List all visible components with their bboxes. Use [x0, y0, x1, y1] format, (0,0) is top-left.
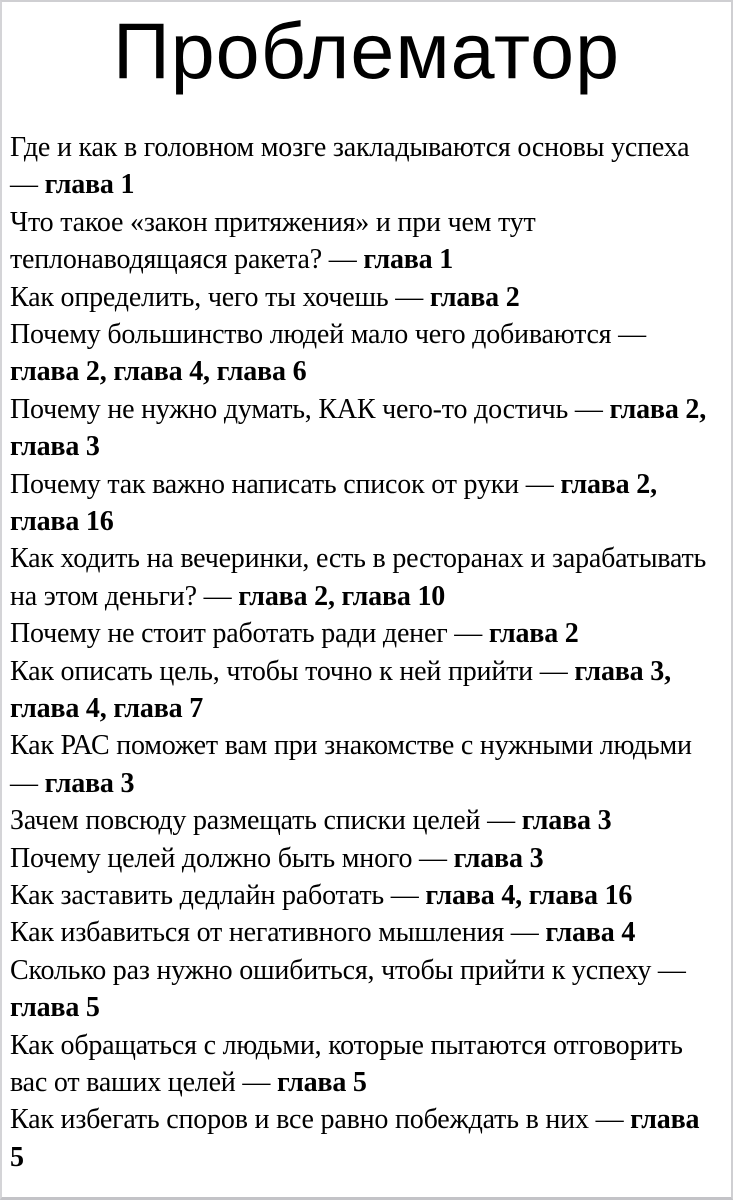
toc-item-question: Как ходить на вечеринки, есть в ресторанах и зарабатывать на этом деньги? — — [10, 543, 707, 612]
toc-item-question: Как определить, чего ты хочешь — — [10, 281, 430, 313]
toc-item-question: Почему так важно написать список от руки — — [10, 468, 561, 500]
toc-item-question: Почему не нужно думать, КАК чего-то достичь — — [10, 393, 610, 425]
toc-item-chapter-refs: глава 2 — [488, 618, 579, 650]
toc-item-chapter-refs: глава 1 — [44, 169, 135, 201]
toc-item — [10, 391, 717, 466]
toc-item — [10, 129, 717, 204]
toc-item-chapter-refs: глава 3, глава 4, глава 7 — [10, 655, 671, 724]
toc-item — [10, 204, 717, 279]
toc-item — [10, 914, 717, 951]
toc-item-chapter-refs: глава 1 — [363, 244, 454, 276]
toc-item — [10, 316, 717, 391]
toc-item-question: Как заставить дедлайн работать — — [10, 880, 426, 912]
toc-item-question: Как РАС поможет вам при знакомстве с нужными людьми — — [10, 730, 692, 799]
toc-item-chapter-refs: глава 5 — [10, 992, 100, 1024]
toc-item — [10, 952, 717, 1027]
toc-item — [10, 615, 717, 652]
toc-item-question: Почему целей должно быть много — — [10, 842, 454, 874]
toc-item-question: Сколько раз нужно ошибиться, чтобы прийти к успеху — — [10, 954, 686, 986]
toc-item — [10, 1101, 717, 1176]
toc-item-chapter-refs: глава 2 — [429, 281, 520, 313]
toc-item-chapter-refs: глава 3 — [521, 805, 612, 837]
toc-item — [10, 727, 717, 802]
toc-item-chapter-refs: глава 5 — [277, 1067, 367, 1099]
page-title: Проблематор — [112, 6, 621, 95]
toc-item-question: Почему большинство людей мало чего добиваются — — [10, 318, 646, 350]
toc-item — [10, 1027, 717, 1102]
toc-item-question: Как описать цель, чтобы точно к ней прийти — — [10, 655, 575, 687]
toc-item — [10, 840, 717, 877]
toc-item-question: Как избегать споров и все равно побеждать в них — — [10, 1104, 631, 1136]
toc-item-chapter-refs: глава 3 — [44, 767, 135, 799]
toc-item — [10, 466, 717, 541]
toc-item-chapter-refs: глава 2, глава 16 — [10, 468, 657, 537]
toc-item-chapter-refs: глава 4, глава 16 — [425, 880, 633, 912]
toc-item-chapter-refs: глава 2, глава 3 — [10, 393, 707, 463]
toc-item-question: Что такое «закон притяжения» и при чем тут теплонаводящаяся ракета? — — [10, 206, 536, 276]
toc-item-chapter-refs: глава 2, глава 10 — [238, 580, 446, 612]
toc-item — [10, 877, 717, 914]
toc-item — [10, 540, 717, 615]
toc-item-question: Зачем повсюду размещать списки целей — — [10, 805, 522, 837]
toc-item-question: Где и как в головном мозге закладываются основы успеха — — [10, 131, 690, 201]
toc-item-question: Как обращаться с людьми, которые пытаются отговорить вас от ваших целей — — [10, 1029, 683, 1099]
toc-item — [10, 279, 717, 316]
table-of-contents — [2, 129, 731, 1176]
toc-item — [10, 802, 717, 839]
toc-item-chapter-refs: глава 2, глава 4, глава 6 — [10, 356, 307, 388]
toc-item-chapter-refs: глава 4 — [545, 917, 636, 949]
toc-item-question: Почему не стоит работать ради денег — — [10, 618, 489, 650]
toc-item-question: Как избавиться от негативного мышления — — [10, 917, 546, 949]
toc-item-chapter-refs: глава 5 — [10, 1104, 700, 1173]
toc-item — [10, 653, 717, 728]
toc-item-chapter-refs: глава 3 — [453, 842, 544, 874]
